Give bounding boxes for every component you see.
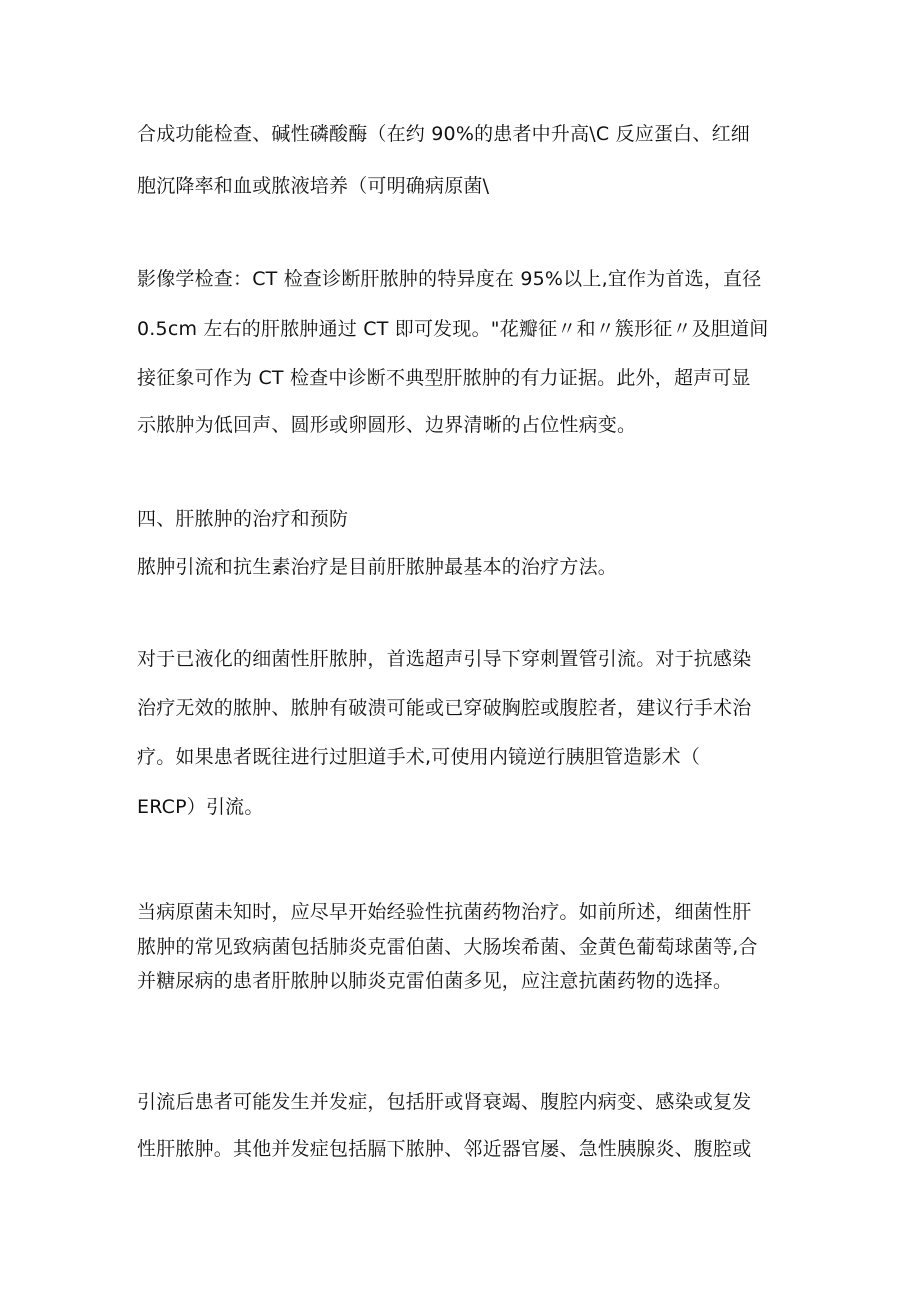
antibiotics-line-3: 并糖尿病的患者肝脓肿以肺炎克雷伯菌多见，应注意抗菌药物的选择。: [137, 970, 733, 992]
drainage-line-4: ERCP）引流。: [137, 796, 264, 818]
lab-tests-line-1: 合成功能检查、碱性磷酸酶（在约 90%的患者中升高\C 反应蛋白、红细: [137, 123, 750, 145]
basic-therapy-line-1: 脓肿引流和抗生素治疗是目前肝脓肿最基本的治疗方法。: [137, 556, 618, 578]
imaging-line-3: 接征象可作为 CT 检查中诊断不典型肝脓肿的有力证据。此外，超声可显: [137, 367, 751, 389]
complications-line-2: 性肝脓肿。其他并发症包括膈下脓肿、邻近器官屡、急性胰腺炎、腹腔或: [137, 1138, 752, 1160]
lab-tests-line-2: 胞沉降率和血或脓液培养（可明确病原菌\: [137, 175, 490, 197]
imaging-line-2: 0.5cm 左右的肝脓肿通过 CT 即可发现。"花瓣征〃和〃簇形征〃及胆道间: [137, 318, 769, 340]
drainage-line-1: 对于已液化的细菌性肝脓肿，首选超声引导下穿刺置管引流。对于抗感染: [137, 648, 752, 670]
complications-line-1: 引流后患者可能发生并发症，包括肝或肾衰竭、腹腔内病变、感染或复发: [137, 1091, 752, 1113]
antibiotics-line-1: 当病原菌未知时，应尽早开始经验性抗菌药物治疗。如前所述，细菌性肝: [137, 901, 752, 923]
drainage-line-3: 疗。如果患者既往进行过胆道手术,可使用内镜逆行胰胆管造影术（: [137, 746, 701, 768]
section-heading: 四、肝脓肿的治疗和预防: [137, 508, 349, 530]
imaging-line-1: 影像学检查：CT 检查诊断肝脓肿的特异度在 95%以上,宜作为首选，直径: [137, 268, 762, 290]
drainage-line-2: 治疗无效的脓肿、脓肿有破溃可能或已穿破胸腔或腹腔者，建议行手术治: [137, 697, 752, 719]
antibiotics-line-2: 脓肿的常见致病菌包括肺炎克雷伯菌、大肠埃希菌、金黄色葡萄球菌等,合: [137, 936, 758, 958]
imaging-line-4: 示脓肿为低回声、圆形或卵圆形、边界清晰的占位性病变。: [137, 414, 637, 436]
